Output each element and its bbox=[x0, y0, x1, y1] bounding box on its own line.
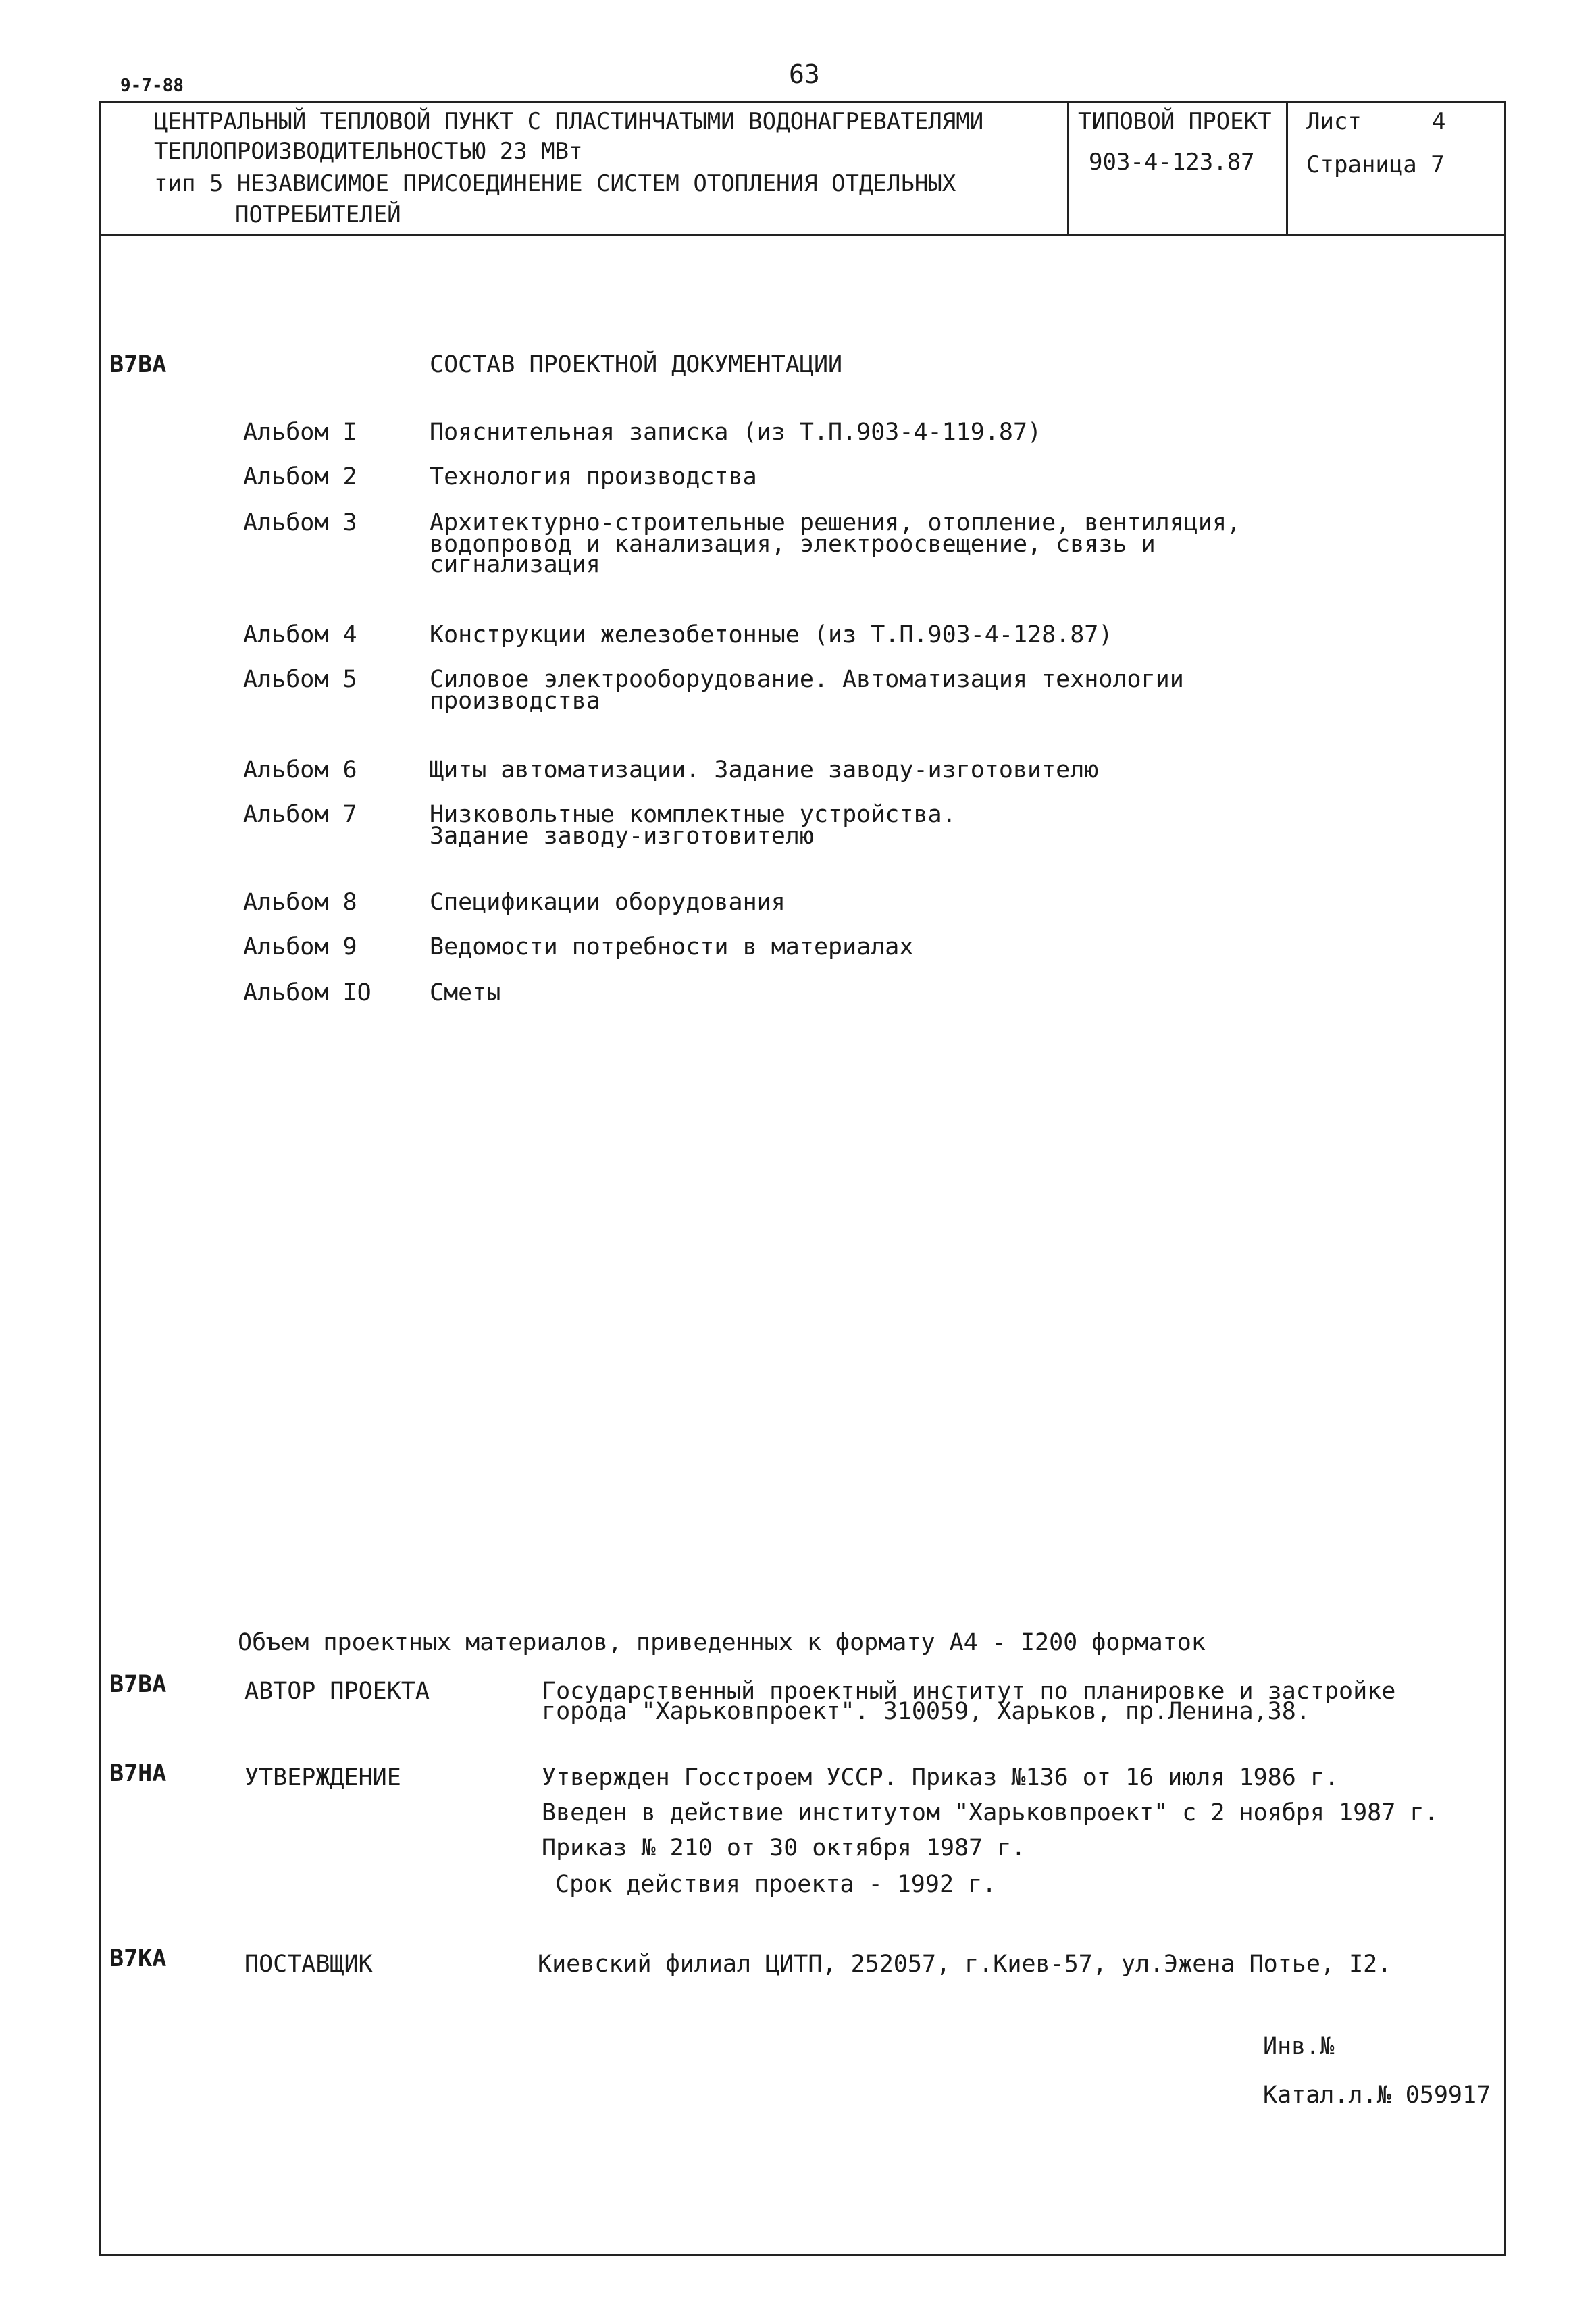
album-text: Пояснительная записка (из Т.П.903-4-119.87) bbox=[430, 419, 1042, 446]
album-label: Альбом 5 bbox=[243, 666, 357, 693]
approval-code: В7НА bbox=[109, 1760, 167, 1787]
album-text: Силовое электрооборудование. Автоматизация технологии bbox=[430, 666, 1184, 693]
title-line: тип 5 НЕЗАВИСИМОЕ ПРИСОЕДИНЕНИЕ СИСТЕМ ОТОПЛЕНИЯ ОТДЕЛЬНЫХ bbox=[154, 170, 956, 197]
title-line: ТЕПЛОПРОИЗВОДИТЕЛЬНОСТЬЮ 23 МВт bbox=[154, 138, 583, 165]
album-label: Альбом 7 bbox=[243, 801, 357, 828]
album-label: Альбом I bbox=[243, 419, 357, 446]
album-text: Технология производства bbox=[430, 463, 757, 490]
album-text: Ведомости потребности в материалах bbox=[430, 933, 914, 960]
album-text: Архитектурно-строительные решения, отопление, вентиляция, bbox=[430, 509, 1241, 536]
album-label: Альбом 2 bbox=[243, 463, 357, 490]
title-line: ПОТРЕБИТЕЛЕЙ bbox=[235, 201, 401, 228]
album-label: Альбом 4 bbox=[243, 621, 357, 648]
album-text: Сметы bbox=[430, 979, 501, 1006]
sheet-label: Лист bbox=[1306, 108, 1362, 135]
approval-label: УТВЕРЖДЕНИЕ bbox=[244, 1764, 401, 1791]
album-label: Альбом 6 bbox=[243, 756, 357, 783]
album-text: Задание заводу-изготовителю bbox=[430, 823, 814, 850]
section-code: В7ВА bbox=[109, 351, 167, 378]
album-label: Альбом IO bbox=[243, 979, 371, 1006]
author-label: АВТОР ПРОЕКТА bbox=[244, 1678, 430, 1705]
author-line: Государственный проектный институт по планировке и застройке bbox=[542, 1678, 1396, 1705]
supplier-text: Киевский филиал ЦИТП, 252057, г.Киев-57, ул.Эжена Потье, I2. bbox=[538, 1951, 1392, 1978]
inventory-number: Инв.№ bbox=[1263, 2033, 1335, 2060]
title-divider-2 bbox=[1286, 101, 1288, 236]
album-text: Низковольтные комплектные устройства. bbox=[430, 801, 956, 828]
project-number: 903-4-123.87 bbox=[1089, 149, 1255, 176]
title-divider-1 bbox=[1067, 101, 1069, 236]
approval-line: Срок действия проекта - 1992 г. bbox=[555, 1871, 997, 1898]
supplier-label: ПОСТАВЩИК bbox=[244, 1951, 373, 1978]
approval-line: Введен в действие институтом "Харьковпроект" с 2 ноября 1987 г. bbox=[542, 1799, 1439, 1826]
album-label: Альбом 9 bbox=[243, 933, 357, 960]
author-line: города "Харьковпроект". 310059, Харьков, пр.Ленина,38. bbox=[542, 1698, 1310, 1725]
catalog-number: Катал.л.№ 059917 bbox=[1263, 2082, 1491, 2109]
page-number: 63 bbox=[789, 59, 820, 89]
album-label: Альбом 3 bbox=[243, 509, 357, 536]
album-text: Спецификации оборудования bbox=[430, 889, 786, 916]
title-line: ЦЕНТРАЛЬНЫЙ ТЕПЛОВОЙ ПУНКТ С ПЛАСТИНЧАТЫМИ ВОДОНАГРЕВАТЕЛЯМИ bbox=[154, 108, 984, 135]
album-text: сигнализация bbox=[430, 551, 600, 578]
approval-line: Утвержден Госстроем УССР. Приказ №136 от 16 июля 1986 г. bbox=[542, 1764, 1339, 1791]
supplier-code: В7КА bbox=[109, 1945, 167, 1972]
album-label: Альбом 8 bbox=[243, 889, 357, 916]
author-code: В7ВА bbox=[109, 1671, 167, 1698]
album-text: Конструкции железобетонные (из Т.П.903-4-128.87) bbox=[430, 621, 1113, 648]
approval-line: Приказ № 210 от 30 октября 1987 г. bbox=[542, 1834, 1026, 1861]
project-label: ТИПОВОЙ ПРОЕКТ bbox=[1078, 108, 1272, 135]
sheet-number: 4 bbox=[1432, 108, 1446, 135]
album-text: Щиты автоматизации. Задание заводу-изготовителю bbox=[430, 756, 1099, 783]
page-label: Страница 7 bbox=[1306, 151, 1445, 178]
album-text: водопровод и канализация, электроосвещение, связь и bbox=[430, 531, 1156, 558]
section-title: СОСТАВ ПРОЕКТНОЙ ДОКУМЕНТАЦИИ bbox=[430, 351, 843, 378]
document-code: 9-7-88 bbox=[120, 76, 184, 96]
album-text: производства bbox=[430, 688, 600, 715]
volume-text: Объем проектных материалов, приведенных к формату А4 - I200 форматок bbox=[238, 1629, 1206, 1656]
